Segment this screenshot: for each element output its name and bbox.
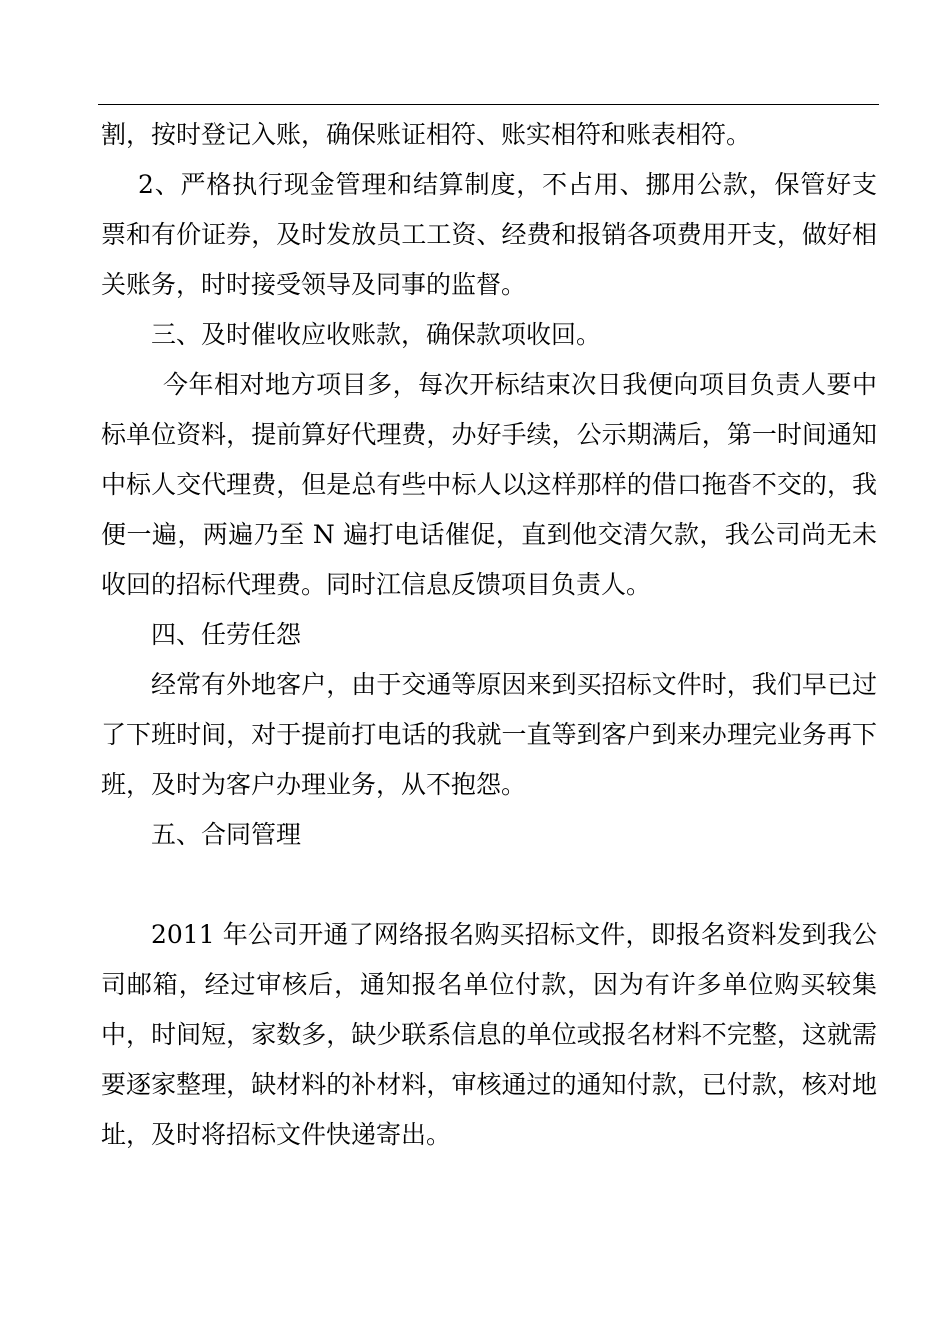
paragraph-continued: 割，按时登记入账，确保账证相符、账实相符和账表相符。 <box>101 120 752 149</box>
paragraph-online-registration: 2011 年公司开通了网络报名购买招标文件，即报名资料发到我公司邮箱，经过审核后，通知报名单位付款，因为有许多单位购买较集中，时间短，家数多，缺少联系信息的单位或报名材料不完整，这就需要逐家整理，缺材料的补材料，审核通过的通知付款，已付款，核对地址，及时将招标文件快递寄出。 <box>101 920 877 1149</box>
paragraph-customers: 经常有外地客户，由于交通等原因来到买招标文件时，我们早已过了下班时间，对于提前打电话的我就一直等到客户到来办理完业务再下班，及时为客户办理业务，从不抱怨。 <box>101 670 877 799</box>
header-rule <box>98 104 879 105</box>
paragraph-gap <box>101 860 877 910</box>
paragraph-item-2: 2、严格执行现金管理和结算制度，不占用、挪用公款，保管好支票和有价证券，及时发放员工工资、经费和报销各项费用开支，做好相关账务，时时接受领导及同事的监督。 <box>101 170 877 299</box>
section-heading-5: 五、合同管理 <box>151 820 302 849</box>
section-heading-3: 三、及时催收应收账款，确保款项收回。 <box>151 320 602 349</box>
paragraph-collections: 今年相对地方项目多，每次开标结束次日我便向项目负责人要中标单位资料，提前算好代理费，办好手续，公示期满后，第一时间通知中标人交代理费，但是总有些中标人以这样那样的借口拖沓不交的，我便一遍，两遍乃至 N 遍打电话催促，直到他交清欠款，我公司尚无未收回的招标代理费。同时江信息反馈项目负责人。 <box>101 370 877 599</box>
document-body <box>101 110 877 1160</box>
section-heading-4: 四、任劳任怨 <box>151 620 302 649</box>
